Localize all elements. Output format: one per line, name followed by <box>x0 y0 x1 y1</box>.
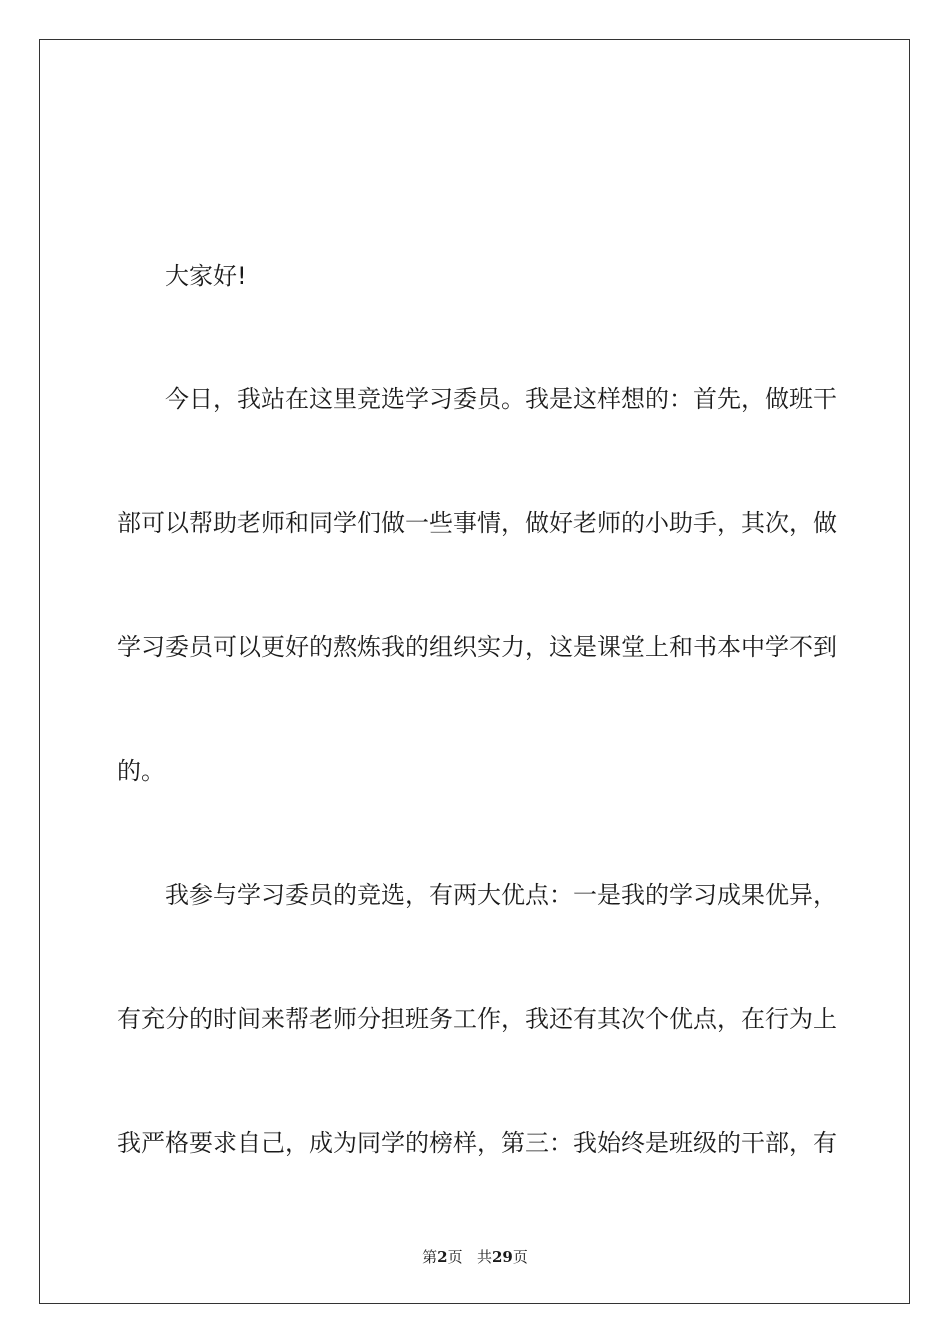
footer-total-prefix: 共 <box>476 1248 492 1266</box>
paragraph-1-line-1: 今日，我站在这里竞选学习委员。我是这样想的：首先，做班干 <box>165 385 837 413</box>
footer-total-pages: 29 <box>491 1248 513 1266</box>
footer-page-prefix: 第 <box>422 1248 438 1266</box>
paragraph-2-line-1: 我参与学习委员的竞选，有两大优点：一是我的学习成果优异， <box>165 881 837 909</box>
paragraph-1-line-4: 的。 <box>117 757 165 785</box>
paragraph-2-line-3: 我严格要求自己，成为同学的榜样，第三：我始终是班级的干部，有 <box>117 1129 837 1157</box>
page-frame <box>39 39 910 1304</box>
footer-page-suffix: 页 <box>447 1248 463 1266</box>
greeting-line: 大家好! <box>165 262 247 290</box>
footer-total-suffix: 页 <box>512 1248 528 1266</box>
paragraph-1-line-3: 学习委员可以更好的熬炼我的组织实力，这是课堂上和书本中学不到 <box>117 633 837 661</box>
paragraph-1-line-2: 部可以帮助老师和同学们做一些事情，做好老师的小助手，其次，做 <box>117 509 837 537</box>
paragraph-2-line-2: 有充分的时间来帮老师分担班务工作，我还有其次个优点，在行为上 <box>117 1005 837 1033</box>
footer-page-number: 2 <box>437 1248 448 1266</box>
page-footer <box>0 1247 950 1267</box>
